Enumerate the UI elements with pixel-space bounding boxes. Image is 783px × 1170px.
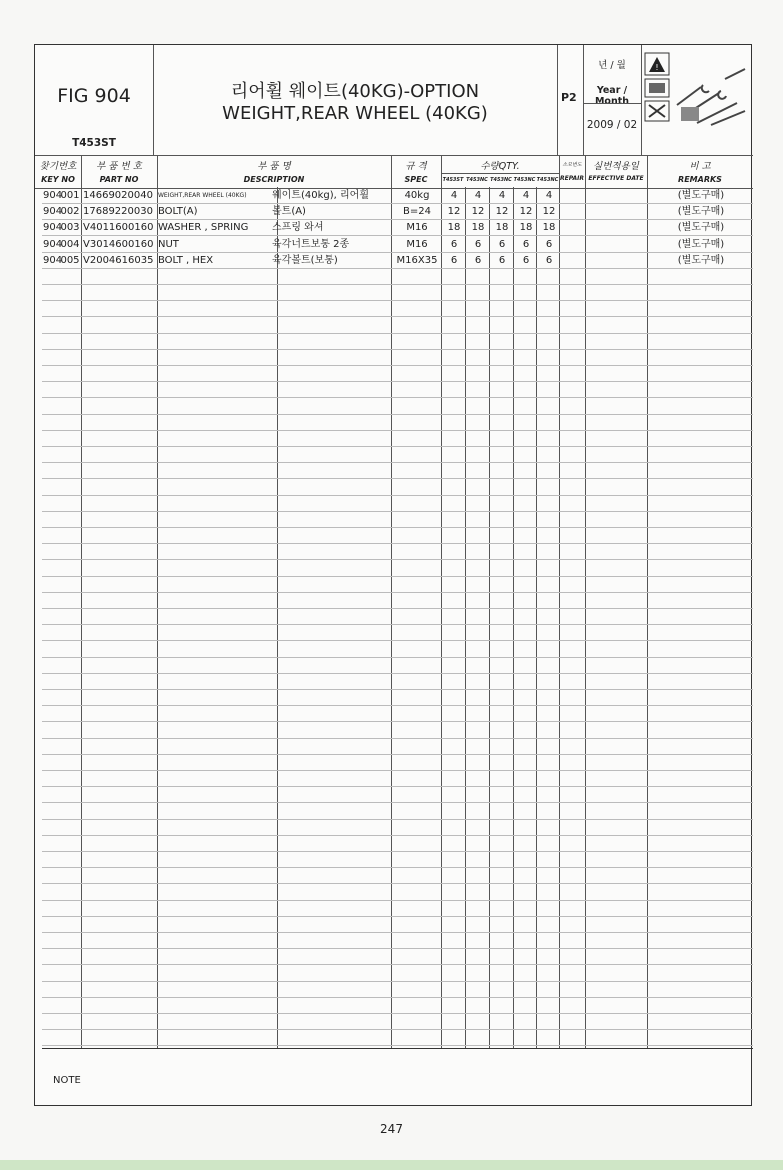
year-month-ko: 년 / 월 — [598, 60, 626, 71]
qty-value: 18 — [495, 222, 509, 234]
qty-value: 18 — [542, 222, 556, 234]
page-code: P2 — [561, 91, 577, 104]
part-number: V2004616035 — [83, 254, 154, 266]
col-effective-date: 실번적용일 EFFECTIVE DATE — [585, 156, 648, 188]
qty-value: 18 — [447, 222, 461, 234]
table-row — [35, 253, 753, 269]
svg-text:!: ! — [655, 63, 659, 72]
spec-value: 40kg — [404, 190, 430, 201]
key-no-group: 904 — [43, 222, 63, 234]
description-korean: 육각볼트(보통) — [272, 254, 338, 266]
key-no-item: 002 — [60, 206, 80, 218]
qty-value: 6 — [474, 254, 482, 266]
note-box — [42, 1048, 753, 1107]
qty-value: 18 — [519, 222, 533, 234]
qty-value: 12 — [495, 206, 509, 218]
part-number: 14669020040 — [83, 190, 153, 201]
qty-value: 6 — [522, 254, 530, 266]
col-spec: 규 격 SPEC — [391, 156, 442, 188]
qty-value: 4 — [522, 190, 530, 201]
qty-value: 6 — [498, 238, 506, 250]
qty-value: 12 — [471, 206, 485, 218]
description-korean: 스프링 와셔 — [272, 222, 324, 234]
part-number: V3014600160 — [83, 238, 154, 250]
year-month-en: Year / Month — [594, 85, 630, 107]
part-number: 17689220030 — [83, 206, 153, 218]
description-korean: 웨이트(40kg), 리어휠 — [272, 190, 369, 201]
page-number: 247 — [380, 1122, 403, 1136]
qty-value: 4 — [498, 190, 506, 201]
table-grid — [42, 187, 753, 1048]
title-box — [153, 45, 558, 155]
table-rows — [35, 188, 753, 288]
qty-value: 6 — [450, 238, 458, 250]
qty-model-2: T453NC — [466, 177, 488, 183]
remarks-value: (별도구매) — [677, 222, 725, 234]
qty-value: 12 — [542, 206, 556, 218]
remarks-value: (별도구매) — [677, 190, 725, 201]
key-no-group: 904 — [43, 206, 63, 218]
description-korean: 육각너트보통 2종 — [272, 238, 350, 250]
qty-value: 6 — [498, 254, 506, 266]
spec-value: M16X35 — [396, 254, 438, 266]
description-korean: 볼트(A) — [272, 206, 306, 218]
qty-value: 6 — [474, 238, 482, 250]
spec-value: B=24 — [403, 206, 431, 218]
key-no-item: 004 — [60, 238, 80, 250]
qty-value: 4 — [545, 190, 553, 201]
qty-model-3: T453NC — [490, 177, 512, 183]
key-no-item: 005 — [60, 254, 80, 266]
qty-value: 12 — [447, 206, 461, 218]
spec-value: M16 — [406, 222, 428, 234]
description-english: BOLT(A) — [158, 206, 198, 218]
parts-sheet — [34, 44, 752, 1106]
part-number: V4011600160 — [83, 222, 154, 234]
table-row — [35, 188, 753, 204]
qty-value: 6 — [545, 238, 553, 250]
key-no-item: 003 — [60, 222, 80, 234]
year-month-box — [583, 45, 642, 155]
qty-model-1: T453ST — [442, 177, 464, 183]
title-english: WEIGHT,REAR WHEEL (40KG) — [222, 103, 488, 124]
remarks-value: (별도구매) — [677, 254, 725, 266]
table-row — [35, 220, 753, 236]
col-key-no: 찾기번호 KEY NO — [35, 156, 82, 188]
remarks-value: (별도구매) — [677, 238, 725, 250]
fig-number: FIG 904 — [57, 85, 131, 107]
spec-value: M16 — [406, 238, 428, 250]
safety-tools-icon — [641, 45, 753, 155]
qty-model-4: T453NC — [513, 177, 536, 183]
remarks-value: (별도구매) — [677, 206, 725, 218]
col-remarks: 비 고 REMARKS — [678, 161, 722, 184]
qty-value: 4 — [474, 190, 482, 201]
col-description: 부 품 명 DESCRIPTION — [157, 156, 392, 188]
description-english: WEIGHT,REAR WHEEL (40KG) — [158, 192, 247, 199]
description-english: WASHER , SPRING — [158, 222, 249, 234]
table-row — [35, 237, 753, 253]
column-header — [35, 155, 753, 189]
key-no-group: 904 — [43, 238, 63, 250]
table-row — [35, 204, 753, 220]
key-no-group: 904 — [43, 254, 63, 266]
qty-model-5: T453NC — [536, 177, 559, 183]
page-code-box — [557, 45, 584, 155]
qty-value: 6 — [450, 254, 458, 266]
model-name: T453ST — [72, 137, 116, 149]
qty-value: 12 — [519, 206, 533, 218]
description-english: NUT — [158, 238, 179, 250]
title-korean: 리어휠 웨이트(40KG)-OPTION — [230, 81, 480, 102]
col-part-no: 부 품 번 호 PART NO — [81, 156, 158, 188]
note-label: NOTE — [53, 1075, 81, 1086]
qty-value: 6 — [522, 238, 530, 250]
qty-value: 18 — [471, 222, 485, 234]
description-english: BOLT , HEX — [158, 254, 214, 266]
qty-value: 4 — [450, 190, 458, 201]
qty-value: 6 — [545, 254, 553, 266]
col-repair: 소모번도 REPAIR — [559, 156, 586, 188]
fig-box — [35, 45, 154, 155]
date-value: 2009 / 02 — [586, 119, 638, 131]
key-no-group: 904 — [43, 190, 63, 201]
logo-box — [641, 45, 753, 155]
col-qty: 수량QTY. T453ST T453NC T453NC T453NC T453NC — [441, 156, 560, 188]
key-no-item: 001 — [60, 190, 80, 201]
bottom-band — [0, 1160, 783, 1170]
